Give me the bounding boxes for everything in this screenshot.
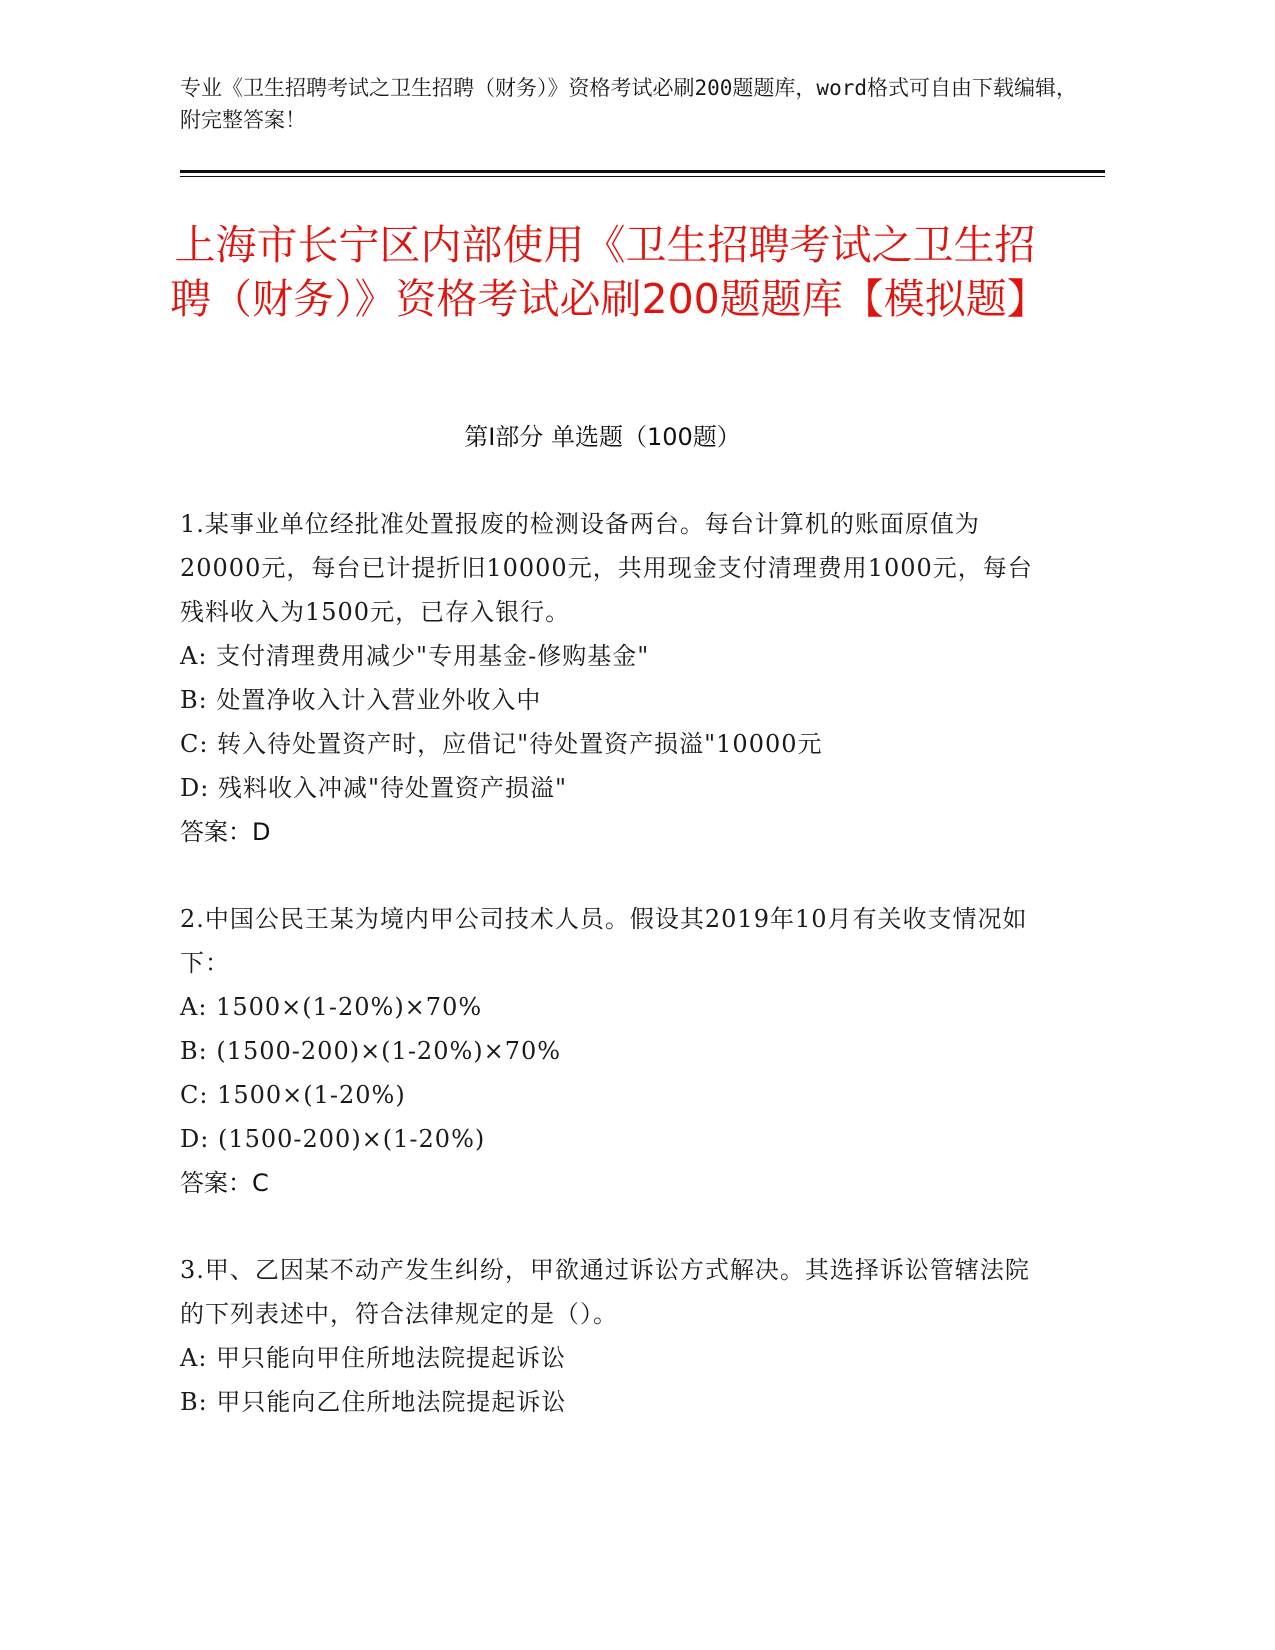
header-rule-thick	[180, 170, 1105, 173]
question-list	[180, 502, 1040, 1467]
question-option: A: 支付清理费用减少"专用基金-修购基金"	[180, 642, 650, 670]
header-note: 专业《卫生招聘考试之卫生招聘（财务）》资格考试必刷200题题库，word格式可自由下载编辑，附完整答案！	[180, 76, 1077, 132]
question-answer: 答案：C	[180, 1169, 269, 1197]
question-option: B: 甲只能向乙住所地法院提起诉讼	[180, 1388, 567, 1416]
question-option: D: 残料收入冲减"待处置资产损溢"	[180, 774, 568, 802]
question-item	[180, 1248, 1040, 1424]
question-option: C: 1500×(1-20%)	[180, 1081, 406, 1109]
question-text: 1.某事业单位经批准处置报废的检测设备两台。每台计算机的账面原值为20000元，每台已计提折旧10000元，共用现金支付清理费用1000元，每台残料收入为1500元，已存入银行。	[180, 510, 1033, 626]
section-heading: 第Ⅰ部分 单选题（100题）	[464, 423, 741, 451]
question-item	[180, 897, 1040, 1205]
question-item	[180, 502, 1040, 854]
question-option: B: 处置净收入计入营业外收入中	[180, 686, 542, 714]
question-text: 3.甲、乙因某不动产发生纠纷，甲欲通过诉讼方式解决。其选择诉讼管辖法院的下列表述中，符合法律规定的是（）。	[180, 1256, 1030, 1328]
question-answer: 答案：D	[180, 818, 271, 846]
question-option: A: 1500×(1-20%)×70%	[180, 993, 483, 1021]
question-option: D: (1500-200)×(1-20%)	[180, 1125, 486, 1153]
question-option: C: 转入待处置资产时，应借记"待处置资产损溢"10000元	[180, 730, 823, 758]
document-title: 上海市长宁区内部使用《卫生招聘考试之卫生招聘（财务）》资格考试必刷200题题库【模拟题】	[170, 221, 1048, 323]
question-option: B: (1500-200)×(1-20%)×70%	[180, 1037, 562, 1065]
question-option: A: 甲只能向甲住所地法院提起诉讼	[180, 1344, 567, 1372]
header-rule-thin	[180, 176, 1105, 177]
question-text: 2.中国公民王某为境内甲公司技术人员。假设其2019年10月有关收支情况如下：	[180, 905, 1028, 977]
